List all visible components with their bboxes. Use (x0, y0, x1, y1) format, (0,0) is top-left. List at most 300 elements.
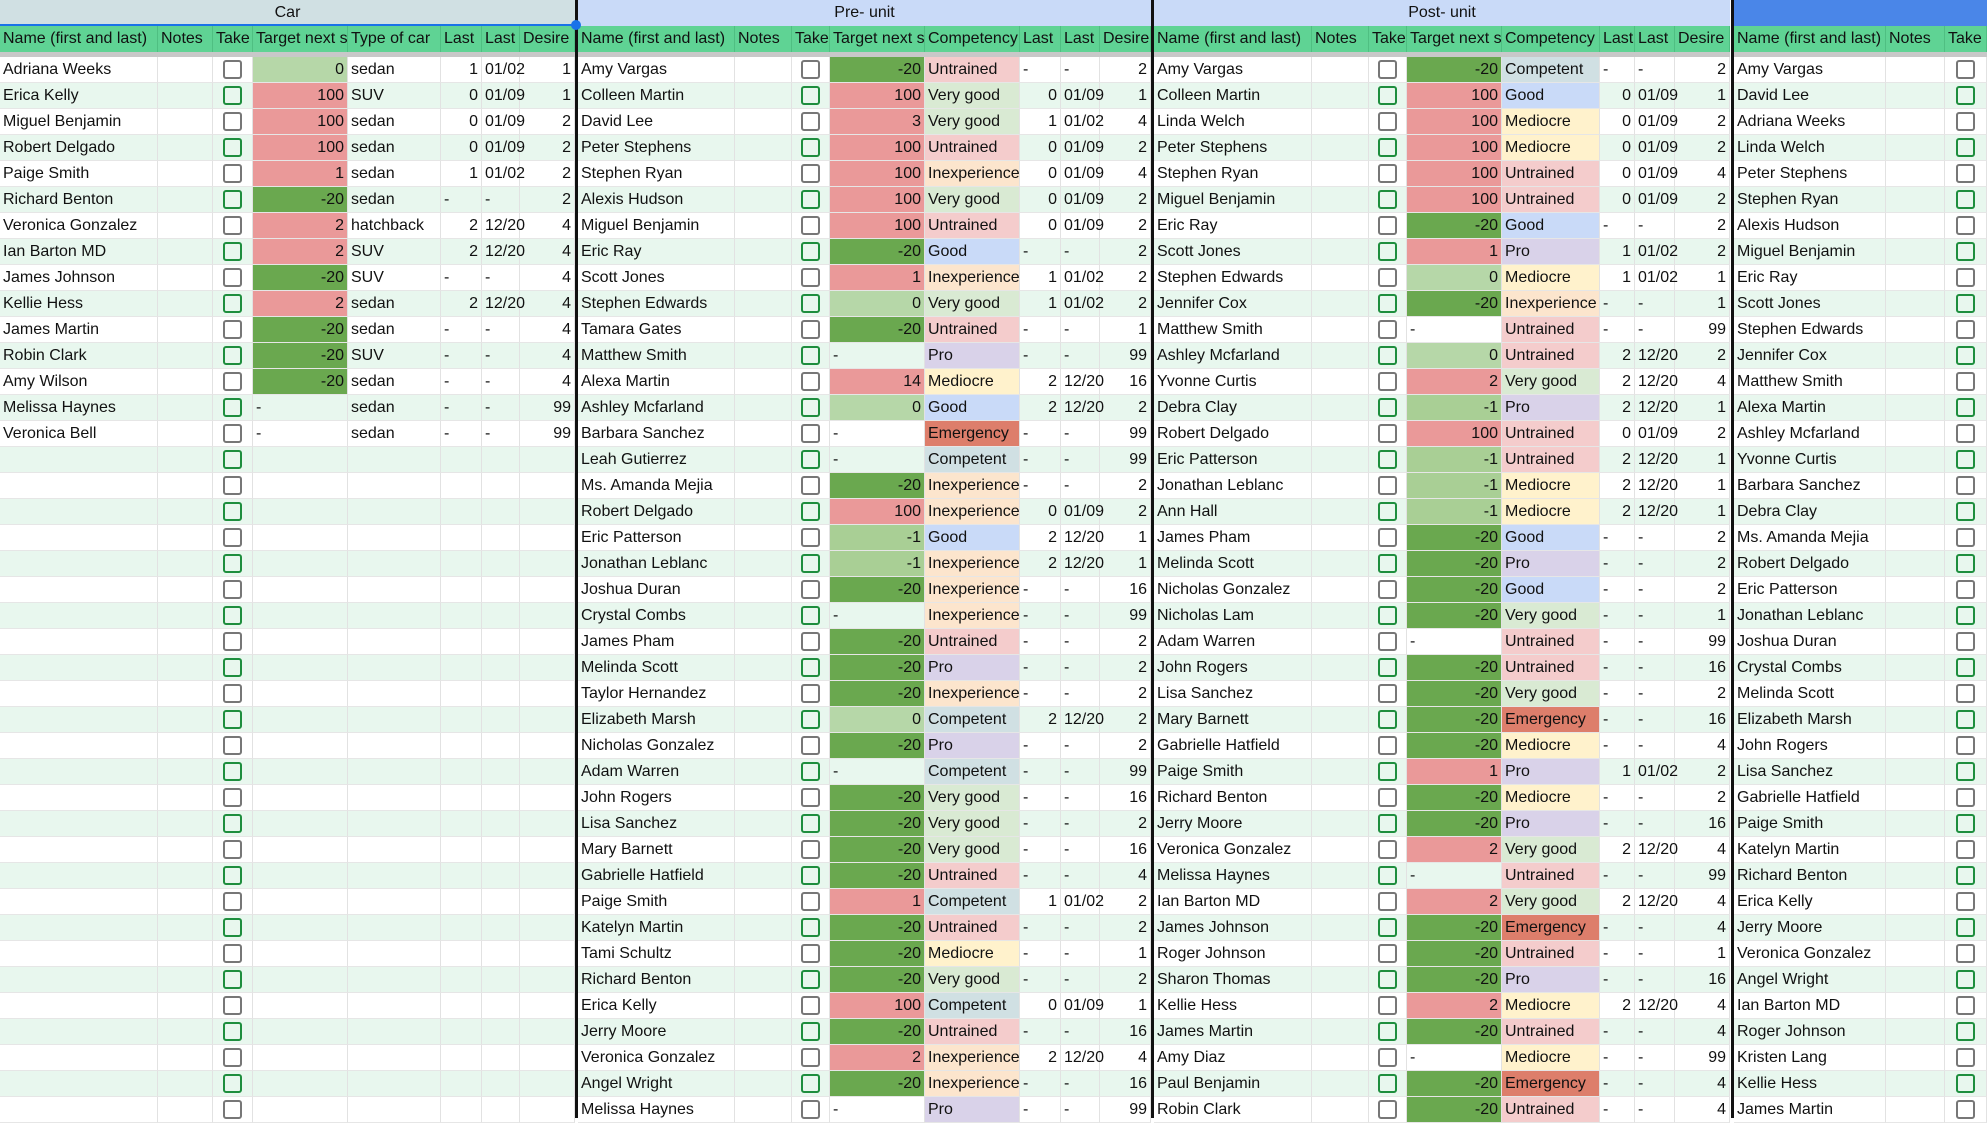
name-cell[interactable]: Ian Barton MD (0, 239, 158, 265)
take-checkbox[interactable] (801, 658, 820, 677)
take-checkbox[interactable] (1956, 268, 1975, 287)
name-cell[interactable]: James Martin (1734, 1097, 1886, 1123)
take-checkbox-cell[interactable] (1369, 187, 1407, 213)
take-checkbox-cell[interactable] (1945, 785, 1987, 811)
name-cell[interactable]: Melinda Scott (578, 655, 735, 681)
take-checkbox[interactable] (1956, 814, 1975, 833)
take-checkbox[interactable] (223, 736, 242, 755)
take-checkbox[interactable] (1378, 398, 1397, 417)
notes-cell[interactable] (735, 1071, 792, 1097)
take-checkbox[interactable] (801, 372, 820, 391)
name-cell[interactable] (0, 1097, 158, 1123)
notes-cell[interactable] (1312, 525, 1369, 551)
name-cell[interactable]: Jonathan Leblanc (578, 551, 735, 577)
take-checkbox-cell[interactable] (1369, 447, 1407, 473)
notes-cell[interactable] (158, 317, 213, 343)
notes-cell[interactable] (735, 863, 792, 889)
take-checkbox-cell[interactable] (213, 213, 253, 239)
take-checkbox[interactable] (1956, 606, 1975, 625)
name-cell[interactable]: Ian Barton MD (1154, 889, 1312, 915)
name-cell[interactable]: Erica Kelly (578, 993, 735, 1019)
take-checkbox-cell[interactable] (213, 343, 253, 369)
notes-cell[interactable] (1312, 889, 1369, 915)
take-checkbox-cell[interactable] (792, 863, 830, 889)
notes-cell[interactable] (1886, 291, 1945, 317)
take-checkbox-cell[interactable] (1369, 265, 1407, 291)
take-checkbox-cell[interactable] (792, 83, 830, 109)
take-checkbox-cell[interactable] (213, 525, 253, 551)
name-cell[interactable]: Richard Benton (578, 967, 735, 993)
take-checkbox-cell[interactable] (213, 109, 253, 135)
take-checkbox[interactable] (801, 502, 820, 521)
name-cell[interactable]: Melinda Scott (1734, 681, 1886, 707)
notes-cell[interactable] (158, 291, 213, 317)
column-header-target[interactable]: Target next s (1407, 26, 1502, 52)
notes-cell[interactable] (158, 499, 213, 525)
notes-cell[interactable] (1312, 655, 1369, 681)
take-checkbox[interactable] (801, 710, 820, 729)
notes-cell[interactable] (1312, 317, 1369, 343)
take-checkbox-cell[interactable] (1945, 993, 1987, 1019)
notes-cell[interactable] (158, 941, 213, 967)
take-checkbox[interactable] (1378, 138, 1397, 157)
column-header-category[interactable]: Competency (1502, 26, 1600, 52)
take-checkbox[interactable] (1956, 424, 1975, 443)
take-checkbox[interactable] (1378, 60, 1397, 79)
take-checkbox-cell[interactable] (792, 577, 830, 603)
notes-cell[interactable] (158, 369, 213, 395)
take-checkbox-cell[interactable] (213, 265, 253, 291)
take-checkbox[interactable] (801, 398, 820, 417)
take-checkbox-cell[interactable] (213, 83, 253, 109)
take-checkbox[interactable] (801, 580, 820, 599)
take-checkbox[interactable] (801, 476, 820, 495)
take-checkbox[interactable] (223, 944, 242, 963)
take-checkbox-cell[interactable] (213, 1019, 253, 1045)
notes-cell[interactable] (1886, 1019, 1945, 1045)
name-cell[interactable] (0, 889, 158, 915)
take-checkbox[interactable] (1956, 346, 1975, 365)
name-cell[interactable]: Alexa Martin (578, 369, 735, 395)
take-checkbox[interactable] (223, 502, 242, 521)
take-checkbox[interactable] (801, 112, 820, 131)
take-checkbox-cell[interactable] (213, 239, 253, 265)
name-cell[interactable]: Kellie Hess (1734, 1071, 1886, 1097)
take-checkbox-cell[interactable] (213, 837, 253, 863)
notes-cell[interactable] (1886, 889, 1945, 915)
take-checkbox-cell[interactable] (1369, 1097, 1407, 1123)
column-header-take[interactable]: Take (792, 26, 830, 52)
notes-cell[interactable] (1886, 525, 1945, 551)
notes-cell[interactable] (1312, 343, 1369, 369)
take-checkbox-cell[interactable] (792, 421, 830, 447)
name-cell[interactable]: Linda Welch (1154, 109, 1312, 135)
name-cell[interactable]: Eric Patterson (1154, 447, 1312, 473)
name-cell[interactable] (0, 707, 158, 733)
take-checkbox[interactable] (1956, 476, 1975, 495)
name-cell[interactable] (0, 863, 158, 889)
take-checkbox[interactable] (801, 216, 820, 235)
take-checkbox-cell[interactable] (1945, 577, 1987, 603)
take-checkbox-cell[interactable] (213, 473, 253, 499)
name-cell[interactable]: Amy Wilson (0, 369, 158, 395)
name-cell[interactable]: James Johnson (1154, 915, 1312, 941)
name-cell[interactable]: Katelyn Martin (1734, 837, 1886, 863)
take-checkbox[interactable] (223, 1100, 242, 1119)
take-checkbox[interactable] (223, 632, 242, 651)
name-cell[interactable]: Jennifer Cox (1154, 291, 1312, 317)
take-checkbox[interactable] (1956, 866, 1975, 885)
take-checkbox-cell[interactable] (213, 733, 253, 759)
name-cell[interactable]: Eric Ray (1734, 265, 1886, 291)
name-cell[interactable] (0, 499, 158, 525)
name-cell[interactable]: Stephen Edwards (578, 291, 735, 317)
name-cell[interactable]: Melinda Scott (1154, 551, 1312, 577)
take-checkbox-cell[interactable] (213, 1071, 253, 1097)
take-checkbox-cell[interactable] (1369, 239, 1407, 265)
take-checkbox[interactable] (1956, 554, 1975, 573)
notes-cell[interactable] (158, 1045, 213, 1071)
take-checkbox[interactable] (1956, 736, 1975, 755)
take-checkbox-cell[interactable] (1369, 135, 1407, 161)
notes-cell[interactable] (158, 863, 213, 889)
take-checkbox[interactable] (1378, 1100, 1397, 1119)
take-checkbox[interactable] (1378, 840, 1397, 859)
notes-cell[interactable] (1312, 551, 1369, 577)
take-checkbox-cell[interactable] (792, 291, 830, 317)
notes-cell[interactable] (1312, 681, 1369, 707)
take-checkbox-cell[interactable] (1945, 213, 1987, 239)
notes-cell[interactable] (735, 135, 792, 161)
take-checkbox-cell[interactable] (213, 863, 253, 889)
take-checkbox[interactable] (1956, 762, 1975, 781)
take-checkbox-cell[interactable] (213, 187, 253, 213)
notes-cell[interactable] (158, 811, 213, 837)
notes-cell[interactable] (735, 447, 792, 473)
name-cell[interactable]: Melissa Haynes (578, 1097, 735, 1123)
notes-cell[interactable] (1886, 317, 1945, 343)
name-cell[interactable]: Eric Patterson (578, 525, 735, 551)
notes-cell[interactable] (1312, 135, 1369, 161)
name-cell[interactable]: Paige Smith (1154, 759, 1312, 785)
notes-cell[interactable] (735, 837, 792, 863)
notes-cell[interactable] (1886, 83, 1945, 109)
take-checkbox-cell[interactable] (792, 1097, 830, 1123)
notes-cell[interactable] (158, 187, 213, 213)
name-cell[interactable]: David Lee (578, 109, 735, 135)
column-header-notes[interactable]: Notes (735, 26, 792, 52)
notes-cell[interactable] (1886, 655, 1945, 681)
name-cell[interactable]: Richard Benton (0, 187, 158, 213)
take-checkbox-cell[interactable] (1945, 161, 1987, 187)
take-checkbox[interactable] (801, 138, 820, 157)
column-header-last-date[interactable]: Last (1635, 26, 1675, 52)
notes-cell[interactable] (158, 1097, 213, 1123)
notes-cell[interactable] (735, 1045, 792, 1071)
notes-cell[interactable] (735, 317, 792, 343)
notes-cell[interactable] (1886, 109, 1945, 135)
name-cell[interactable] (0, 603, 158, 629)
take-checkbox[interactable] (801, 918, 820, 937)
take-checkbox-cell[interactable] (792, 1071, 830, 1097)
notes-cell[interactable] (1886, 1097, 1945, 1123)
take-checkbox-cell[interactable] (1945, 967, 1987, 993)
notes-cell[interactable] (1312, 473, 1369, 499)
take-checkbox[interactable] (223, 372, 242, 391)
name-cell[interactable]: Gabrielle Hatfield (1734, 785, 1886, 811)
take-checkbox[interactable] (1378, 658, 1397, 677)
take-checkbox[interactable] (1378, 632, 1397, 651)
selection-drag-handle[interactable] (571, 20, 581, 30)
notes-cell[interactable] (1312, 1097, 1369, 1123)
notes-cell[interactable] (158, 83, 213, 109)
take-checkbox-cell[interactable] (792, 239, 830, 265)
name-cell[interactable]: Lisa Sanchez (578, 811, 735, 837)
take-checkbox-cell[interactable] (213, 993, 253, 1019)
take-checkbox-cell[interactable] (1369, 1071, 1407, 1097)
name-cell[interactable]: David Lee (1734, 83, 1886, 109)
notes-cell[interactable] (735, 707, 792, 733)
name-cell[interactable]: Adam Warren (1154, 629, 1312, 655)
name-cell[interactable]: James Johnson (0, 265, 158, 291)
name-cell[interactable] (0, 1045, 158, 1071)
take-checkbox[interactable] (801, 866, 820, 885)
take-checkbox-cell[interactable] (1369, 785, 1407, 811)
name-cell[interactable]: Robin Clark (0, 343, 158, 369)
take-checkbox[interactable] (223, 346, 242, 365)
take-checkbox[interactable] (1956, 502, 1975, 521)
take-checkbox-cell[interactable] (1945, 1071, 1987, 1097)
name-cell[interactable] (0, 629, 158, 655)
name-cell[interactable]: Scott Jones (578, 265, 735, 291)
notes-cell[interactable] (735, 915, 792, 941)
notes-cell[interactable] (158, 655, 213, 681)
name-cell[interactable]: Tami Schultz (578, 941, 735, 967)
take-checkbox[interactable] (801, 944, 820, 963)
take-checkbox[interactable] (801, 996, 820, 1015)
notes-cell[interactable] (1312, 109, 1369, 135)
name-cell[interactable]: Debra Clay (1734, 499, 1886, 525)
take-checkbox-cell[interactable] (792, 395, 830, 421)
take-checkbox-cell[interactable] (792, 1045, 830, 1071)
take-checkbox-cell[interactable] (1945, 863, 1987, 889)
take-checkbox-cell[interactable] (1369, 915, 1407, 941)
notes-cell[interactable] (735, 161, 792, 187)
take-checkbox[interactable] (1956, 1048, 1975, 1067)
name-cell[interactable]: Roger Johnson (1734, 1019, 1886, 1045)
take-checkbox-cell[interactable] (1369, 837, 1407, 863)
take-checkbox[interactable] (1956, 632, 1975, 651)
take-checkbox-cell[interactable] (792, 759, 830, 785)
take-checkbox[interactable] (1956, 658, 1975, 677)
take-checkbox-cell[interactable] (213, 603, 253, 629)
take-checkbox-cell[interactable] (1945, 239, 1987, 265)
take-checkbox[interactable] (1378, 866, 1397, 885)
take-checkbox-cell[interactable] (792, 213, 830, 239)
take-checkbox-cell[interactable] (1945, 369, 1987, 395)
name-cell[interactable]: Debra Clay (1154, 395, 1312, 421)
take-checkbox[interactable] (1378, 606, 1397, 625)
notes-cell[interactable] (1312, 421, 1369, 447)
notes-cell[interactable] (1312, 447, 1369, 473)
take-checkbox[interactable] (223, 580, 242, 599)
take-checkbox[interactable] (1378, 216, 1397, 235)
take-checkbox[interactable] (223, 918, 242, 937)
notes-cell[interactable] (1886, 213, 1945, 239)
name-cell[interactable]: Ann Hall (1154, 499, 1312, 525)
take-checkbox[interactable] (1956, 580, 1975, 599)
take-checkbox[interactable] (223, 710, 242, 729)
name-cell[interactable]: Colleen Martin (578, 83, 735, 109)
name-cell[interactable]: Alexis Hudson (1734, 213, 1886, 239)
take-checkbox-cell[interactable] (792, 811, 830, 837)
take-checkbox-cell[interactable] (1945, 525, 1987, 551)
take-checkbox-cell[interactable] (792, 473, 830, 499)
notes-cell[interactable] (1312, 915, 1369, 941)
notes-cell[interactable] (1312, 187, 1369, 213)
name-cell[interactable] (0, 915, 158, 941)
name-cell[interactable]: Veronica Gonzalez (578, 1045, 735, 1071)
notes-cell[interactable] (158, 57, 213, 83)
take-checkbox[interactable] (223, 554, 242, 573)
name-cell[interactable]: Jonathan Leblanc (1734, 603, 1886, 629)
notes-cell[interactable] (1886, 395, 1945, 421)
notes-cell[interactable] (1312, 629, 1369, 655)
notes-cell[interactable] (735, 187, 792, 213)
notes-cell[interactable] (735, 265, 792, 291)
notes-cell[interactable] (1886, 811, 1945, 837)
column-header-target[interactable]: Target next s (253, 26, 348, 52)
column-header-desired[interactable]: Desire (520, 26, 575, 52)
name-cell[interactable]: Miguel Benjamin (1734, 239, 1886, 265)
take-checkbox-cell[interactable] (1945, 265, 1987, 291)
notes-cell[interactable] (1886, 837, 1945, 863)
name-cell[interactable]: Ms. Amanda Mejia (578, 473, 735, 499)
notes-cell[interactable] (1312, 733, 1369, 759)
take-checkbox[interactable] (1378, 424, 1397, 443)
take-checkbox-cell[interactable] (792, 733, 830, 759)
notes-cell[interactable] (735, 681, 792, 707)
name-cell[interactable]: Erica Kelly (0, 83, 158, 109)
take-checkbox-cell[interactable] (213, 317, 253, 343)
take-checkbox[interactable] (1378, 736, 1397, 755)
take-checkbox-cell[interactable] (1369, 993, 1407, 1019)
notes-cell[interactable] (735, 499, 792, 525)
take-checkbox-cell[interactable] (213, 629, 253, 655)
notes-cell[interactable] (1886, 603, 1945, 629)
take-checkbox-cell[interactable] (1945, 889, 1987, 915)
notes-cell[interactable] (1886, 577, 1945, 603)
take-checkbox[interactable] (1378, 580, 1397, 599)
name-cell[interactable]: John Rogers (1154, 655, 1312, 681)
take-checkbox[interactable] (801, 1100, 820, 1119)
take-checkbox-cell[interactable] (1945, 291, 1987, 317)
take-checkbox[interactable] (801, 554, 820, 573)
name-cell[interactable]: Ms. Amanda Mejia (1734, 525, 1886, 551)
notes-cell[interactable] (735, 551, 792, 577)
take-checkbox-cell[interactable] (792, 889, 830, 915)
take-checkbox[interactable] (1956, 840, 1975, 859)
take-checkbox[interactable] (801, 840, 820, 859)
take-checkbox[interactable] (223, 424, 242, 443)
notes-cell[interactable] (735, 369, 792, 395)
column-header-target[interactable]: Target next s (830, 26, 925, 52)
take-checkbox-cell[interactable] (1369, 733, 1407, 759)
take-checkbox-cell[interactable] (1945, 707, 1987, 733)
name-cell[interactable]: Roger Johnson (1154, 941, 1312, 967)
take-checkbox-cell[interactable] (213, 915, 253, 941)
take-checkbox-cell[interactable] (1945, 681, 1987, 707)
take-checkbox[interactable] (1956, 944, 1975, 963)
take-checkbox-cell[interactable] (792, 447, 830, 473)
notes-cell[interactable] (1312, 811, 1369, 837)
take-checkbox-cell[interactable] (213, 577, 253, 603)
notes-cell[interactable] (158, 525, 213, 551)
take-checkbox[interactable] (1378, 1074, 1397, 1093)
name-cell[interactable]: Jerry Moore (1154, 811, 1312, 837)
take-checkbox[interactable] (1956, 710, 1975, 729)
take-checkbox[interactable] (801, 164, 820, 183)
name-cell[interactable]: Robert Delgado (1154, 421, 1312, 447)
take-checkbox[interactable] (223, 606, 242, 625)
take-checkbox[interactable] (801, 970, 820, 989)
notes-cell[interactable] (158, 785, 213, 811)
take-checkbox-cell[interactable] (1369, 395, 1407, 421)
notes-cell[interactable] (1886, 993, 1945, 1019)
name-cell[interactable]: Scott Jones (1734, 291, 1886, 317)
name-cell[interactable]: Joshua Duran (1734, 629, 1886, 655)
name-cell[interactable]: Ashley Mcfarland (1154, 343, 1312, 369)
name-cell[interactable]: Richard Benton (1734, 863, 1886, 889)
take-checkbox-cell[interactable] (1945, 447, 1987, 473)
name-cell[interactable]: Stephen Edwards (1154, 265, 1312, 291)
name-cell[interactable]: Ashley Mcfarland (1734, 421, 1886, 447)
take-checkbox-cell[interactable] (1369, 655, 1407, 681)
take-checkbox[interactable] (801, 60, 820, 79)
take-checkbox-cell[interactable] (1369, 603, 1407, 629)
name-cell[interactable]: James Martin (0, 317, 158, 343)
column-header-desired[interactable]: Desire (1675, 26, 1730, 52)
name-cell[interactable] (0, 941, 158, 967)
name-cell[interactable] (0, 993, 158, 1019)
name-cell[interactable] (0, 577, 158, 603)
notes-cell[interactable] (1886, 369, 1945, 395)
name-cell[interactable]: Lisa Sanchez (1154, 681, 1312, 707)
take-checkbox[interactable] (1378, 320, 1397, 339)
name-cell[interactable]: Amy Vargas (578, 57, 735, 83)
name-cell[interactable]: Robert Delgado (0, 135, 158, 161)
notes-cell[interactable] (1886, 239, 1945, 265)
notes-cell[interactable] (1312, 759, 1369, 785)
take-checkbox[interactable] (1378, 710, 1397, 729)
name-cell[interactable]: Linda Welch (1734, 135, 1886, 161)
take-checkbox-cell[interactable] (1369, 1045, 1407, 1071)
take-checkbox-cell[interactable] (213, 1097, 253, 1123)
notes-cell[interactable] (158, 135, 213, 161)
notes-cell[interactable] (735, 343, 792, 369)
take-checkbox-cell[interactable] (1369, 499, 1407, 525)
take-checkbox[interactable] (1956, 398, 1975, 417)
take-checkbox[interactable] (801, 320, 820, 339)
take-checkbox-cell[interactable] (1369, 681, 1407, 707)
take-checkbox[interactable] (223, 190, 242, 209)
name-cell[interactable] (0, 1019, 158, 1045)
name-cell[interactable]: John Rogers (578, 785, 735, 811)
name-cell[interactable] (0, 551, 158, 577)
take-checkbox-cell[interactable] (1945, 941, 1987, 967)
take-checkbox-cell[interactable] (1369, 317, 1407, 343)
name-cell[interactable]: Eric Ray (578, 239, 735, 265)
